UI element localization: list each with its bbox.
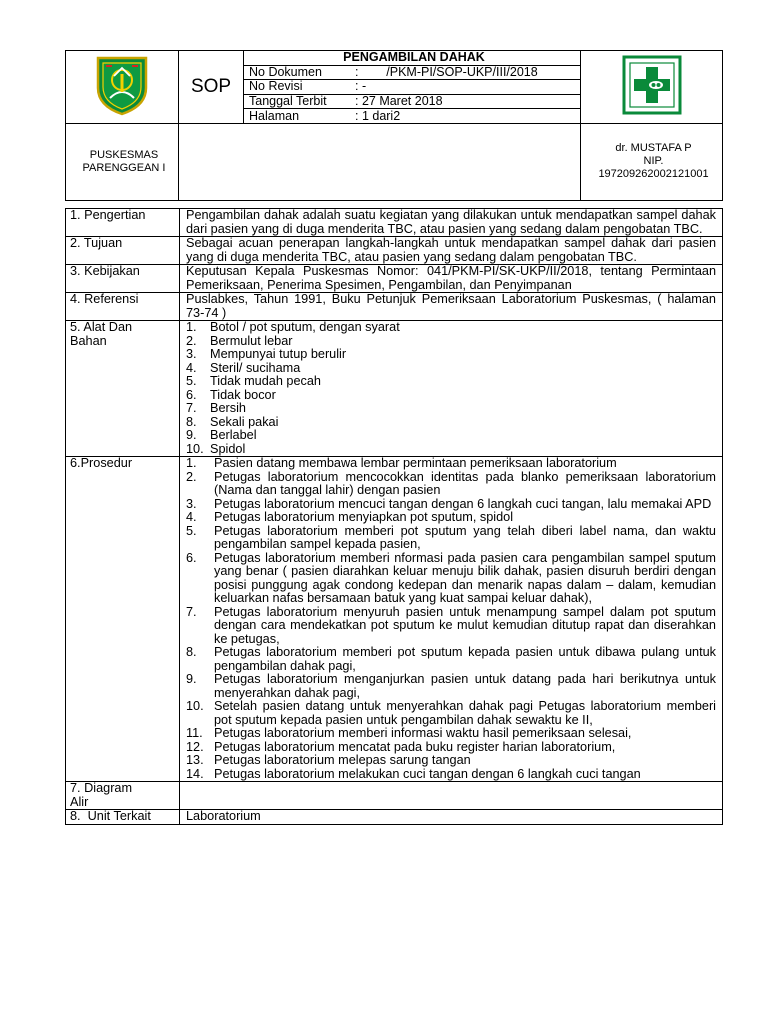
kebijakan-text: Keputusan Kepala Puskesmas Nomor: 041/PKM-PI/SK-UKP/II/2018, tentang Permintaan Pemeriksaan, Penerima Spesimen, Pengambilan, dan Penyimpanan — [180, 265, 723, 293]
alat-bahan-item-text: Tidak bocor — [210, 387, 276, 402]
alat-bahan-item-text: Bermulut lebar — [210, 333, 293, 348]
alat-bahan-item-number: 2. — [186, 333, 197, 348]
org-line2: PARENGGEAN I — [82, 161, 166, 174]
prosedur-step-item-text: Petugas laboratorium melepas sarung tangan — [214, 753, 471, 767]
prosedur-step-item — [186, 457, 716, 471]
prosedur-step-item — [186, 673, 716, 700]
prosedur-step-item-text: Petugas laboratorium memberi informasi waktu hasil pemeriksaan selesai, — [214, 726, 632, 740]
row-alat-bahan — [66, 321, 723, 457]
puskesmas-cross-logo-icon — [622, 55, 682, 115]
unit-terkait-label: 8. Unit Terkait — [66, 810, 180, 825]
row-kebijakan — [66, 265, 723, 293]
row-pengertian — [66, 209, 723, 237]
prosedur-step-item-number: 7. — [186, 604, 197, 619]
prosedur-step-item-text: Petugas laboratorium mencuci tangan dengan 6 langkah cuci tangan, lalu memakai APD — [214, 496, 712, 511]
signer-nip-label: NIP. — [643, 155, 664, 168]
header-blank-cell — [179, 123, 581, 200]
prosedur-step-item — [186, 525, 716, 552]
prosedur-step-item — [186, 727, 716, 741]
prosedur-step-item-number: 9. — [186, 672, 197, 686]
prosedur-step-item — [186, 511, 716, 525]
signer-name: dr. MUSTAFA P — [615, 142, 692, 155]
alat-bahan-item-number: 8. — [186, 414, 197, 429]
alat-bahan-label-line2: Bahan — [70, 333, 107, 348]
alat-bahan-item-text: Mempunyai tutup berulir — [210, 347, 347, 361]
no-dokumen-value: : /PKM-PI/SOP-UKP/III/2018 — [355, 64, 538, 79]
alat-bahan-item-number: 9. — [186, 428, 197, 442]
prosedur-step-item — [186, 754, 716, 768]
prosedur-list — [186, 457, 716, 781]
alat-bahan-item — [186, 362, 716, 376]
alat-bahan-item-number: 10. — [186, 441, 204, 456]
tanggal-terbit-value: : 27 Maret 2018 — [355, 94, 443, 109]
organization-name — [66, 123, 179, 200]
alat-bahan-item — [186, 429, 716, 443]
halaman-label: Halaman — [249, 108, 300, 123]
referensi-label: 4. Referensi — [66, 293, 180, 321]
sop-label: SOP — [179, 51, 244, 124]
prosedur-step-item-number: 13. — [186, 753, 204, 767]
alat-bahan-item-number: 1. — [186, 320, 197, 334]
alat-bahan-item-number: 5. — [186, 374, 197, 388]
prosedur-step-item-number: 6. — [186, 550, 197, 565]
prosedur-step-item-number: 11. — [186, 726, 203, 740]
row-tujuan — [66, 237, 723, 265]
referensi-text: Puslabkes, Tahun 1991, Buku Petunjuk Pemeriksaan Laboratorium Puskesmas, ( halaman 73-74 ) — [180, 293, 723, 321]
prosedur-step-item-text: Pasien datang membawa lembar permintaan pemeriksaan laboratorium — [214, 456, 617, 470]
prosedur-step-item-number: 2. — [186, 469, 197, 484]
no-revisi-value: : - — [355, 79, 367, 94]
prosedur-step-item-text: Petugas laboratorium memberi pot sputum kepada pasien untuk dibawa pulang untuk pengambilan dahak pagi, — [214, 645, 716, 673]
sop-content-table — [65, 208, 723, 825]
prosedur-step-item — [186, 741, 716, 755]
prosedur-label: 6.Prosedur — [66, 457, 180, 782]
left-logo-cell — [66, 51, 179, 124]
alat-bahan-list — [186, 321, 716, 456]
prosedur-step-item-text: Petugas laboratorium melakukan cuci tangan dengan 6 langkah cuci tangan — [214, 766, 641, 781]
halaman-value: : 1 dari2 — [355, 108, 401, 123]
prosedur-step-item — [186, 498, 716, 512]
regional-emblem-icon — [92, 54, 152, 116]
prosedur-step-item-number: 3. — [186, 496, 197, 511]
prosedur-step-item — [186, 606, 716, 647]
no-dokumen-label: No Dokumen — [249, 64, 322, 79]
tanggal-terbit-label: Tanggal Terbit — [249, 94, 327, 109]
pengertian-text: Pengambilan dahak adalah suatu kegiatan yang dilakukan untuk mendapatkan sampel dahak dari pasien yang di duga menderita TBC, atau pasien yang sedang dalam pengobatan TBC. — [180, 209, 723, 237]
document-title: PENGAMBILAN DAHAK — [244, 51, 581, 66]
alat-bahan-item-text: Botol / pot sputum, dengan syarat — [210, 320, 400, 334]
tanggal-terbit-row — [244, 94, 581, 109]
prosedur-step-item-number: 5. — [186, 523, 197, 538]
alat-bahan-item — [186, 348, 716, 362]
unit-terkait-text: Laboratorium — [180, 810, 723, 825]
prosedur-step-item-text: Petugas laboratorium memberi pot sputum yang telah diberi label nama, dan waktu pengambilan sampel kepada pasien, — [214, 523, 716, 551]
prosedur-step-item-text: Petugas laboratorium menyuruh pasien untuk menampung sampel dalam pot sputum dengan cara mendekatkan pot sputum ke mulut kemudian ditutup rapat dan diserahkan ke petugas, — [214, 604, 716, 646]
org-line1: PUSKESMAS — [89, 148, 159, 161]
no-dokumen-row — [244, 65, 581, 80]
alat-bahan-list-cell — [180, 321, 723, 457]
right-logo-cell — [581, 51, 723, 124]
prosedur-step-item-number: 4. — [186, 510, 197, 524]
alat-bahan-label-line1: 5. Alat Dan — [70, 320, 133, 334]
alat-bahan-item — [186, 389, 716, 403]
alat-bahan-item — [186, 416, 716, 430]
row-prosedur — [66, 457, 723, 782]
prosedur-step-item-number: 1. — [186, 456, 197, 470]
pengertian-label: 1. Pengertian — [66, 209, 180, 237]
signer-block — [581, 123, 723, 200]
signer-nip: 197209262002121001 — [598, 168, 709, 181]
alat-bahan-item — [186, 321, 716, 335]
row-referensi — [66, 293, 723, 321]
prosedur-step-item-number: 12. — [186, 739, 204, 754]
alat-bahan-item-number: 6. — [186, 387, 197, 402]
prosedur-step-item-text: Petugas laboratorium mencatat pada buku register harian laboratorium, — [214, 739, 616, 754]
row-diagram-alir — [66, 782, 723, 810]
alat-bahan-item-number: 3. — [186, 347, 197, 361]
prosedur-step-item — [186, 646, 716, 673]
prosedur-step-item-text: Petugas laboratorium memberi nformasi pada pasien cara pengambilan sampel sputum yang benar ( pasien diarahkan keluar menuju bilik dahak, pasien disuruh berdiri dengan posisi punggung agak condong kedepan dan menarik napas dalam – dalam, kemudian keluarkan nafas bersamaan batuk yang kuat sampai keluar dahak), — [214, 550, 716, 605]
alat-bahan-item — [186, 402, 716, 416]
alat-bahan-item-text: Steril/ sucihama — [210, 360, 301, 375]
prosedur-step-item — [186, 552, 716, 606]
alat-bahan-item-text: Spidol — [210, 441, 246, 456]
halaman-row — [244, 109, 581, 124]
alat-bahan-item-number: 4. — [186, 360, 197, 375]
prosedur-step-item — [186, 768, 716, 782]
prosedur-step-item-number: 8. — [186, 645, 197, 659]
no-revisi-label: No Revisi — [249, 79, 303, 94]
sop-header-table — [65, 50, 723, 201]
alat-bahan-item — [186, 335, 716, 349]
prosedur-step-item-text: Petugas laboratorium menyiapkan pot sputum, spidol — [214, 510, 514, 524]
alat-bahan-item-text: Tidak mudah pecah — [210, 374, 321, 388]
diagram-alir-label-line1: 7. Diagram — [70, 781, 133, 795]
prosedur-step-item-number: 10. — [186, 699, 204, 713]
kebijakan-label: 3. Kebijakan — [66, 265, 180, 293]
tujuan-label: 2. Tujuan — [66, 237, 180, 265]
prosedur-step-item-text: Setelah pasien datang untuk menyerahkan dahak pagi Petugas laboratorium memberi pot sputum kepada pasien untuk pengambilan dahak sewaktu ke II, — [214, 699, 716, 727]
diagram-alir-label — [66, 782, 180, 810]
prosedur-step-item — [186, 700, 716, 727]
tujuan-text: Sebagai acuan penerapan langkah-langkah untuk mendapatkan sampel dahak dari pasien yang di duga menderita TBC, atau pasien yang sedang dalam pengobatan TBC. — [180, 237, 723, 265]
prosedur-step-item-text: Petugas laboratorium menganjurkan pasien untuk datang pada hari berikutnya untuk menyerahkan dahak pagi, — [214, 672, 716, 700]
diagram-alir-label-line2: Alir — [70, 794, 89, 809]
diagram-alir-content — [180, 782, 723, 810]
prosedur-step-item-text: Petugas laboratorium mencocokkan identitas pada blanko pemeriksaan laboratorium (Nama dan tanggal lahir) dengan pasien — [214, 469, 716, 497]
no-revisi-row — [244, 80, 581, 95]
alat-bahan-item-text: Sekali pakai — [210, 414, 279, 429]
alat-bahan-label — [66, 321, 180, 457]
alat-bahan-item — [186, 443, 716, 457]
alat-bahan-item-text: Berlabel — [210, 428, 257, 442]
prosedur-list-cell — [180, 457, 723, 782]
prosedur-step-item-number: 14. — [186, 766, 204, 781]
row-unit-terkait — [66, 810, 723, 825]
alat-bahan-item-text: Bersih — [210, 401, 246, 415]
alat-bahan-item-number: 7. — [186, 401, 197, 415]
prosedur-step-item — [186, 471, 716, 498]
alat-bahan-item — [186, 375, 716, 389]
